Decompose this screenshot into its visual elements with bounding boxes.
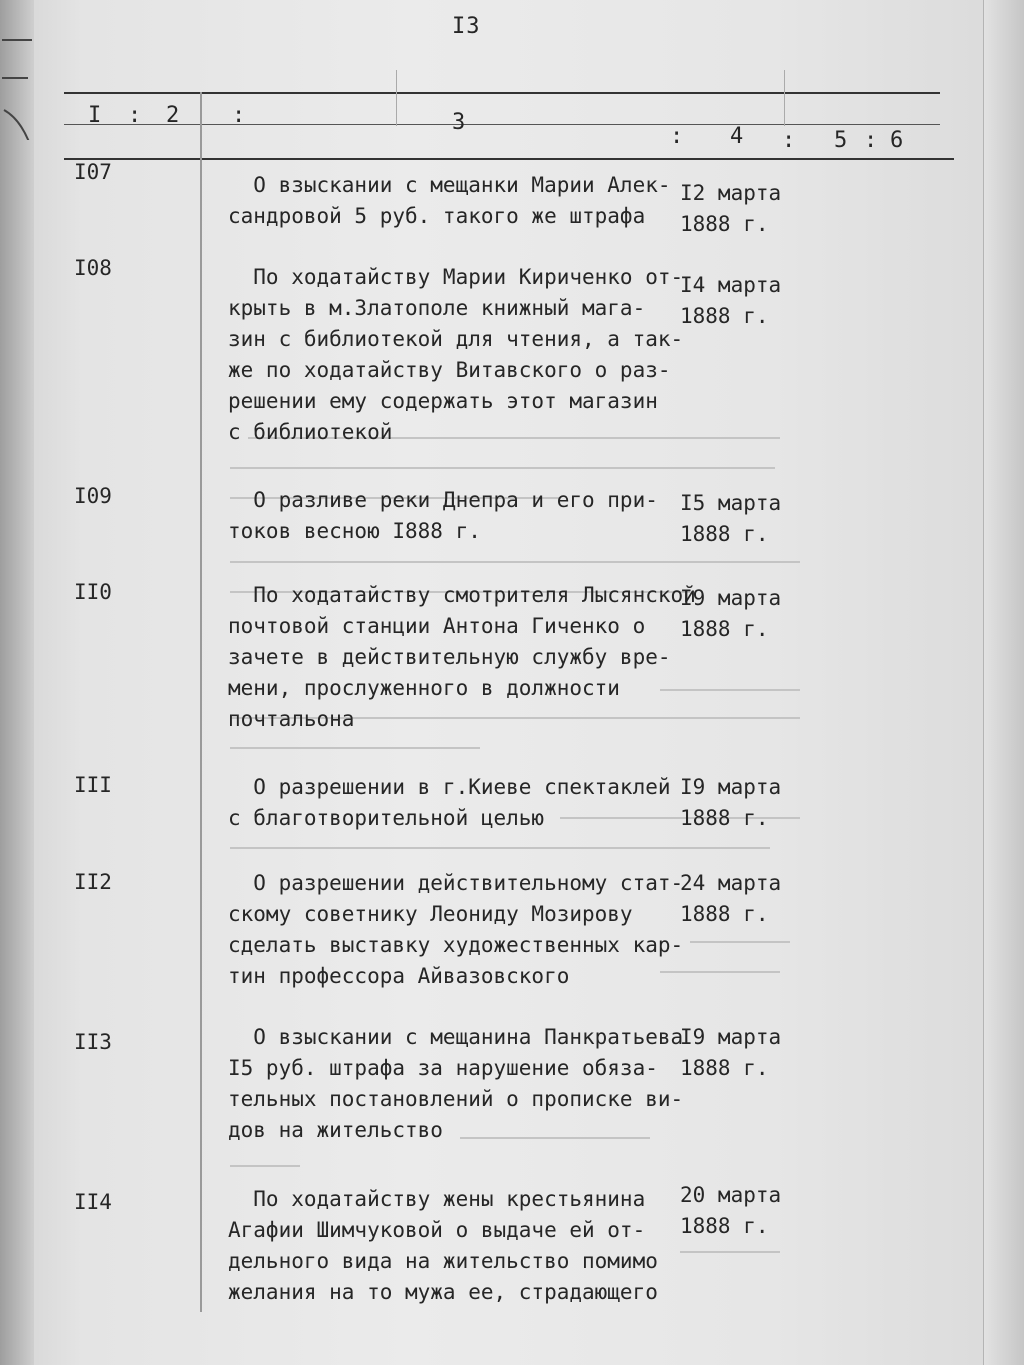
header-col3: 3 <box>452 110 466 135</box>
entry-text: О взыскании с мещанина Панкратьева I5 руб. штрафа за нарушение обяза- тельных постановлений о прописке ви- дов на жительство <box>228 1025 684 1142</box>
entry-date: I5 марта 1888 г. <box>680 491 782 546</box>
header-sep: : <box>128 103 142 128</box>
header-col6: 6 <box>890 128 904 153</box>
entry-number: II2 <box>74 870 112 894</box>
entry-number: I08 <box>74 256 112 280</box>
entry-number: II0 <box>74 580 112 604</box>
header-col4: 4 <box>730 124 744 149</box>
header-col2: 2 <box>166 103 180 128</box>
header-bottom-rule <box>64 158 954 160</box>
entry-number: II3 <box>74 1030 112 1054</box>
entry-date: I9 марта 1888 г. <box>680 586 782 641</box>
header-separator-line <box>784 70 785 126</box>
page-number: I3 <box>452 14 481 39</box>
header-sep: : <box>864 128 878 153</box>
entry-number: II4 <box>74 1190 112 1214</box>
header-top-rule <box>64 92 940 94</box>
entry-text: О разрешении действительному стат- скому советнику Леониду Мозирову сделать выставку художественных кар- тин профессора Айвазовского <box>228 871 684 988</box>
header-col5: 5 <box>834 128 848 153</box>
entry-number: I07 <box>74 160 112 184</box>
entry-text: О разрешении в г.Киеве спектаклей с благотворительной целью <box>228 775 671 830</box>
entry-date: 24 марта 1888 г. <box>680 871 782 926</box>
entry-number: III <box>74 773 112 797</box>
header-sep: : <box>670 124 684 149</box>
header-middle-rule <box>64 124 940 125</box>
header-separator-line <box>396 70 397 126</box>
entry-number: I09 <box>74 484 112 508</box>
form-stamp-edge <box>2 0 32 140</box>
entry-text: По ходатайству смотрителя Лысянской почтовой станции Антона Гиченко о зачете в действительную службу вре- мени, прослуженного в должности почтальона <box>228 583 696 731</box>
entry-text: По ходатайству жены крестьянина Агафии Шимчуковой о выдаче ей от- дельного вида на жительство помимо желания на то мужа ее, страдающего <box>228 1187 658 1304</box>
header-col1: I <box>88 103 102 128</box>
header-sep: : <box>232 103 246 128</box>
entry-date: I4 марта 1888 г. <box>680 273 782 328</box>
entry-date: I2 марта 1888 г. <box>680 181 782 236</box>
header-sep: : <box>782 128 796 153</box>
column-separator-line <box>200 92 202 1312</box>
entry-text: О разливе реки Днепра и его при- токов весною I888 г. <box>228 488 658 543</box>
entry-date: 20 марта 1888 г. <box>680 1183 782 1238</box>
entry-date: I9 марта 1888 г. <box>680 775 782 830</box>
entry-date: I9 марта 1888 г. <box>680 1025 782 1080</box>
entry-text: По ходатайству Марии Кириченко от- крыть в м.Златополе книжный мага- зин с библиотекой для чтения, а так- же по ходатайству Витавского о раз- решении ему содержать этот магазин с библиотекой <box>228 265 684 444</box>
entry-text: О взыскании с мещанки Марии Алек- сандровой 5 руб. такого же штрафа <box>228 173 671 228</box>
